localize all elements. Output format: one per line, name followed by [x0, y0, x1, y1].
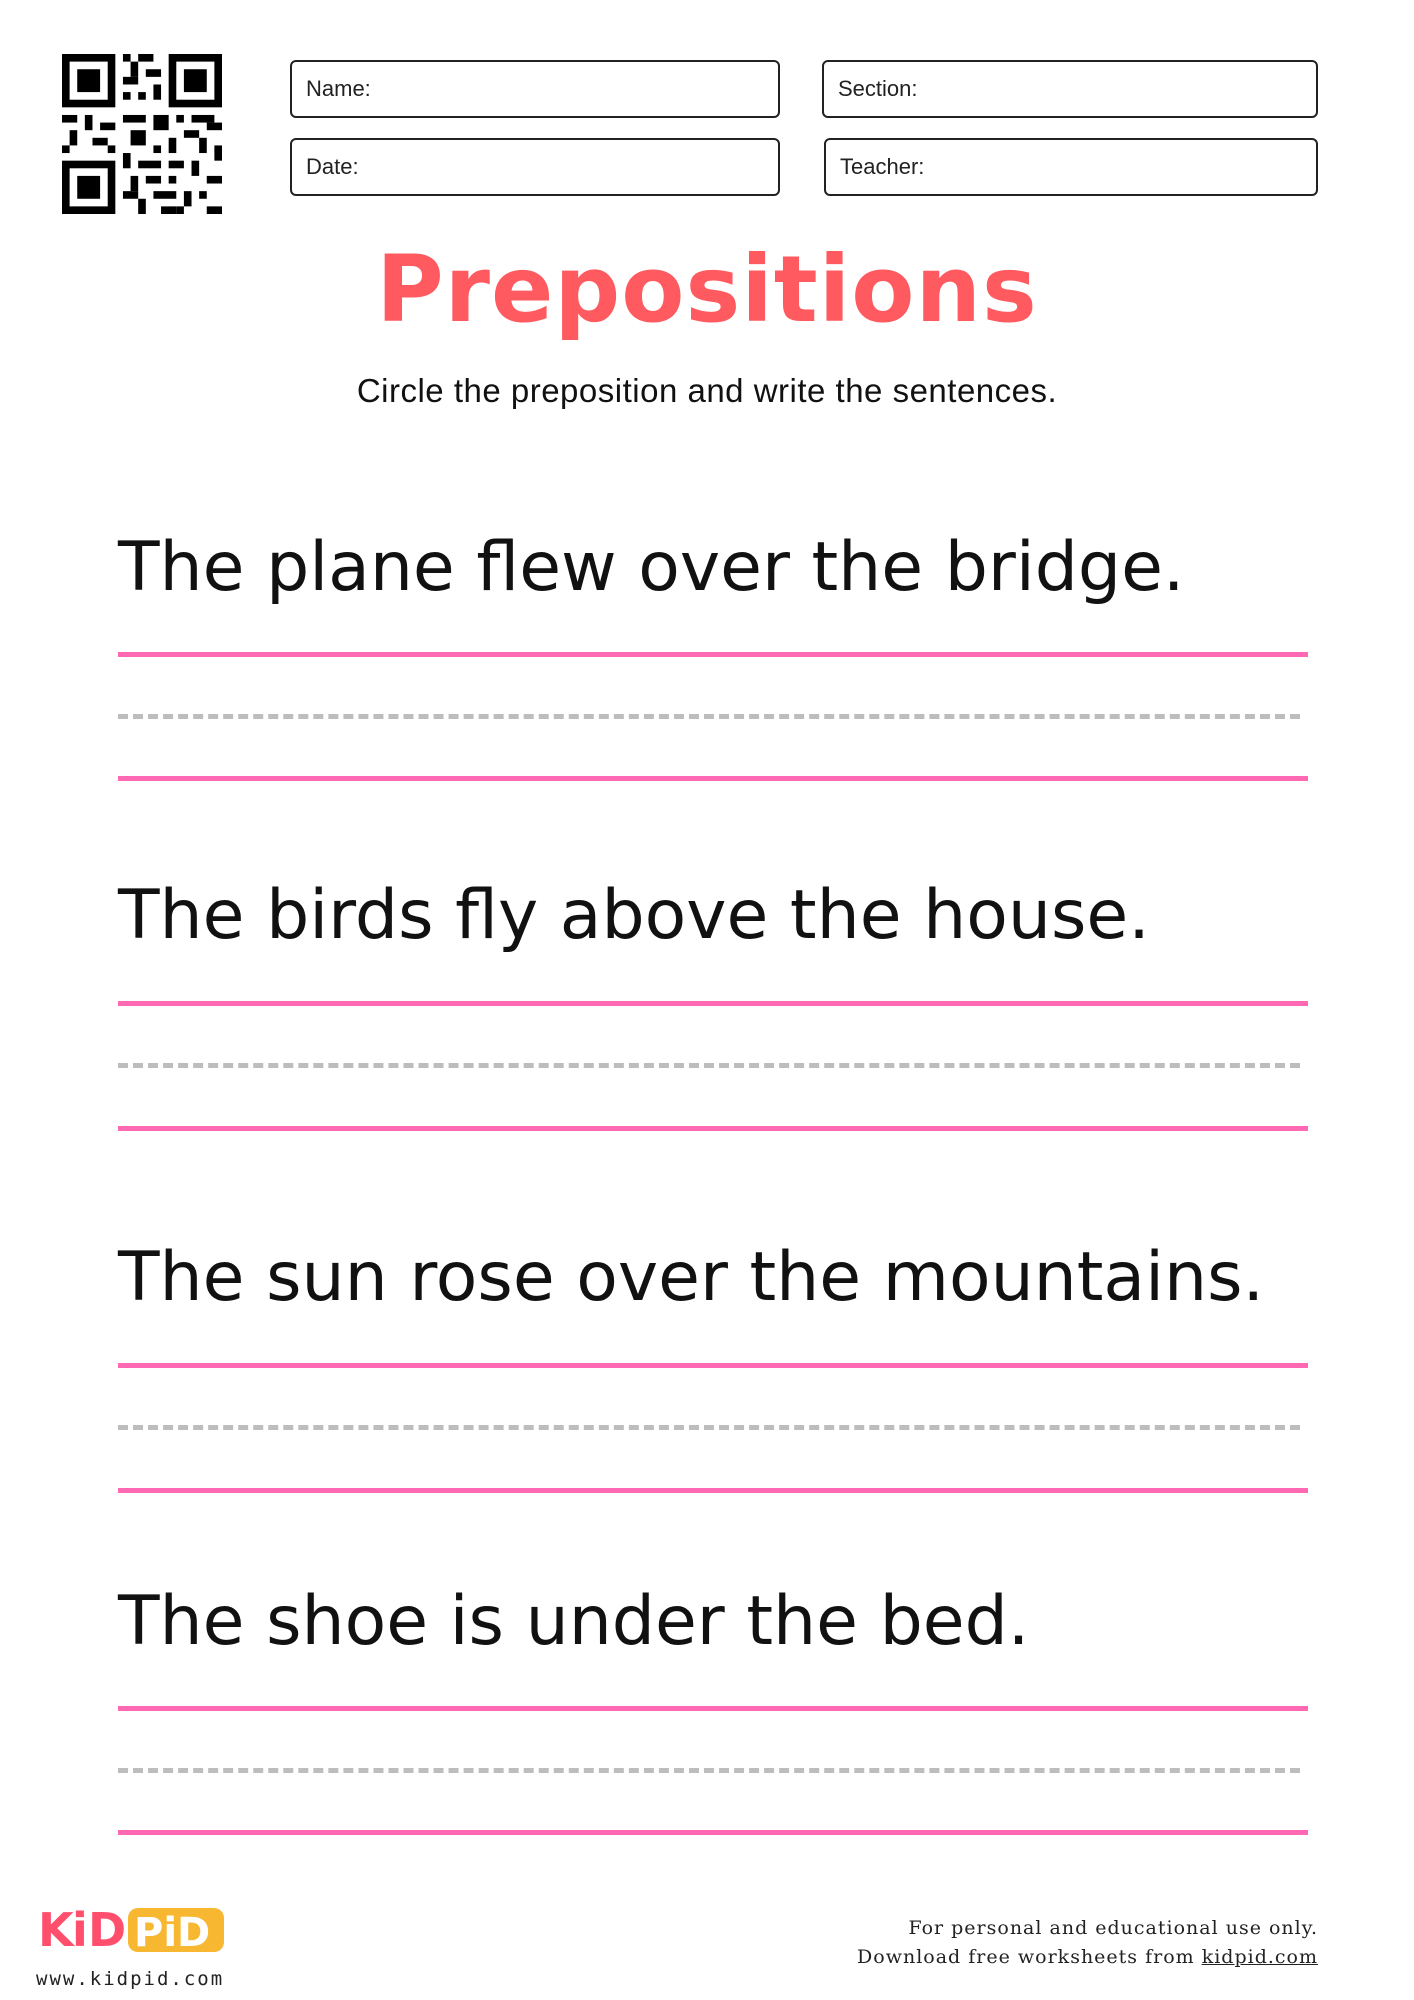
date-label: Date:	[306, 154, 359, 179]
guide-line-dashed	[118, 1768, 1300, 1773]
section-label: Section:	[838, 76, 918, 101]
writing-line-bottom[interactable]	[118, 1830, 1308, 1835]
footer-usage-note: For personal and educational use only.	[908, 1917, 1318, 1939]
footer-download-prefix: Download free worksheets from	[857, 1946, 1202, 1968]
teacher-field[interactable]	[824, 138, 1318, 196]
writing-line-bottom[interactable]	[118, 1488, 1308, 1493]
qr-code	[62, 54, 222, 214]
guide-line-dashed	[118, 1063, 1300, 1068]
guide-line-dashed	[118, 714, 1300, 719]
writing-line-top[interactable]	[118, 652, 1308, 657]
instruction-text: Circle the preposition and write the sentences.	[356, 372, 1058, 409]
teacher-label: Teacher:	[840, 154, 925, 179]
sentence-2: The birds fly above the house.	[118, 876, 1150, 955]
sentence-1: The plane flew over the bridge.	[118, 528, 1185, 607]
guide-line-dashed	[118, 1425, 1300, 1430]
writing-line-top[interactable]	[118, 1706, 1308, 1711]
svg-text:i: i	[72, 1903, 88, 1956]
name-field[interactable]	[290, 60, 780, 118]
writing-line-top[interactable]	[118, 1001, 1308, 1006]
writing-line-bottom[interactable]	[118, 776, 1308, 781]
writing-line-bottom[interactable]	[118, 1126, 1308, 1131]
footer-kidpid-link[interactable]: kidpid.com	[1201, 1946, 1318, 1968]
date-field[interactable]	[290, 138, 780, 196]
section-field[interactable]	[822, 60, 1318, 118]
footer-download-note	[857, 1946, 1318, 1968]
svg-text:K: K	[38, 1903, 74, 1956]
kidpid-logo	[36, 1900, 226, 1956]
logo-url[interactable]: www.kidpid.com	[36, 1968, 225, 1990]
sentence-4: The shoe is under the bed.	[118, 1582, 1030, 1661]
page-title: Prepositions	[376, 236, 1038, 343]
sentence-3: The sun rose over the mountains.	[118, 1238, 1265, 1317]
name-label: Name:	[306, 76, 371, 101]
svg-text:PiD: PiD	[134, 1910, 211, 1956]
svg-text:D: D	[88, 1903, 127, 1956]
writing-line-top[interactable]	[118, 1363, 1308, 1368]
